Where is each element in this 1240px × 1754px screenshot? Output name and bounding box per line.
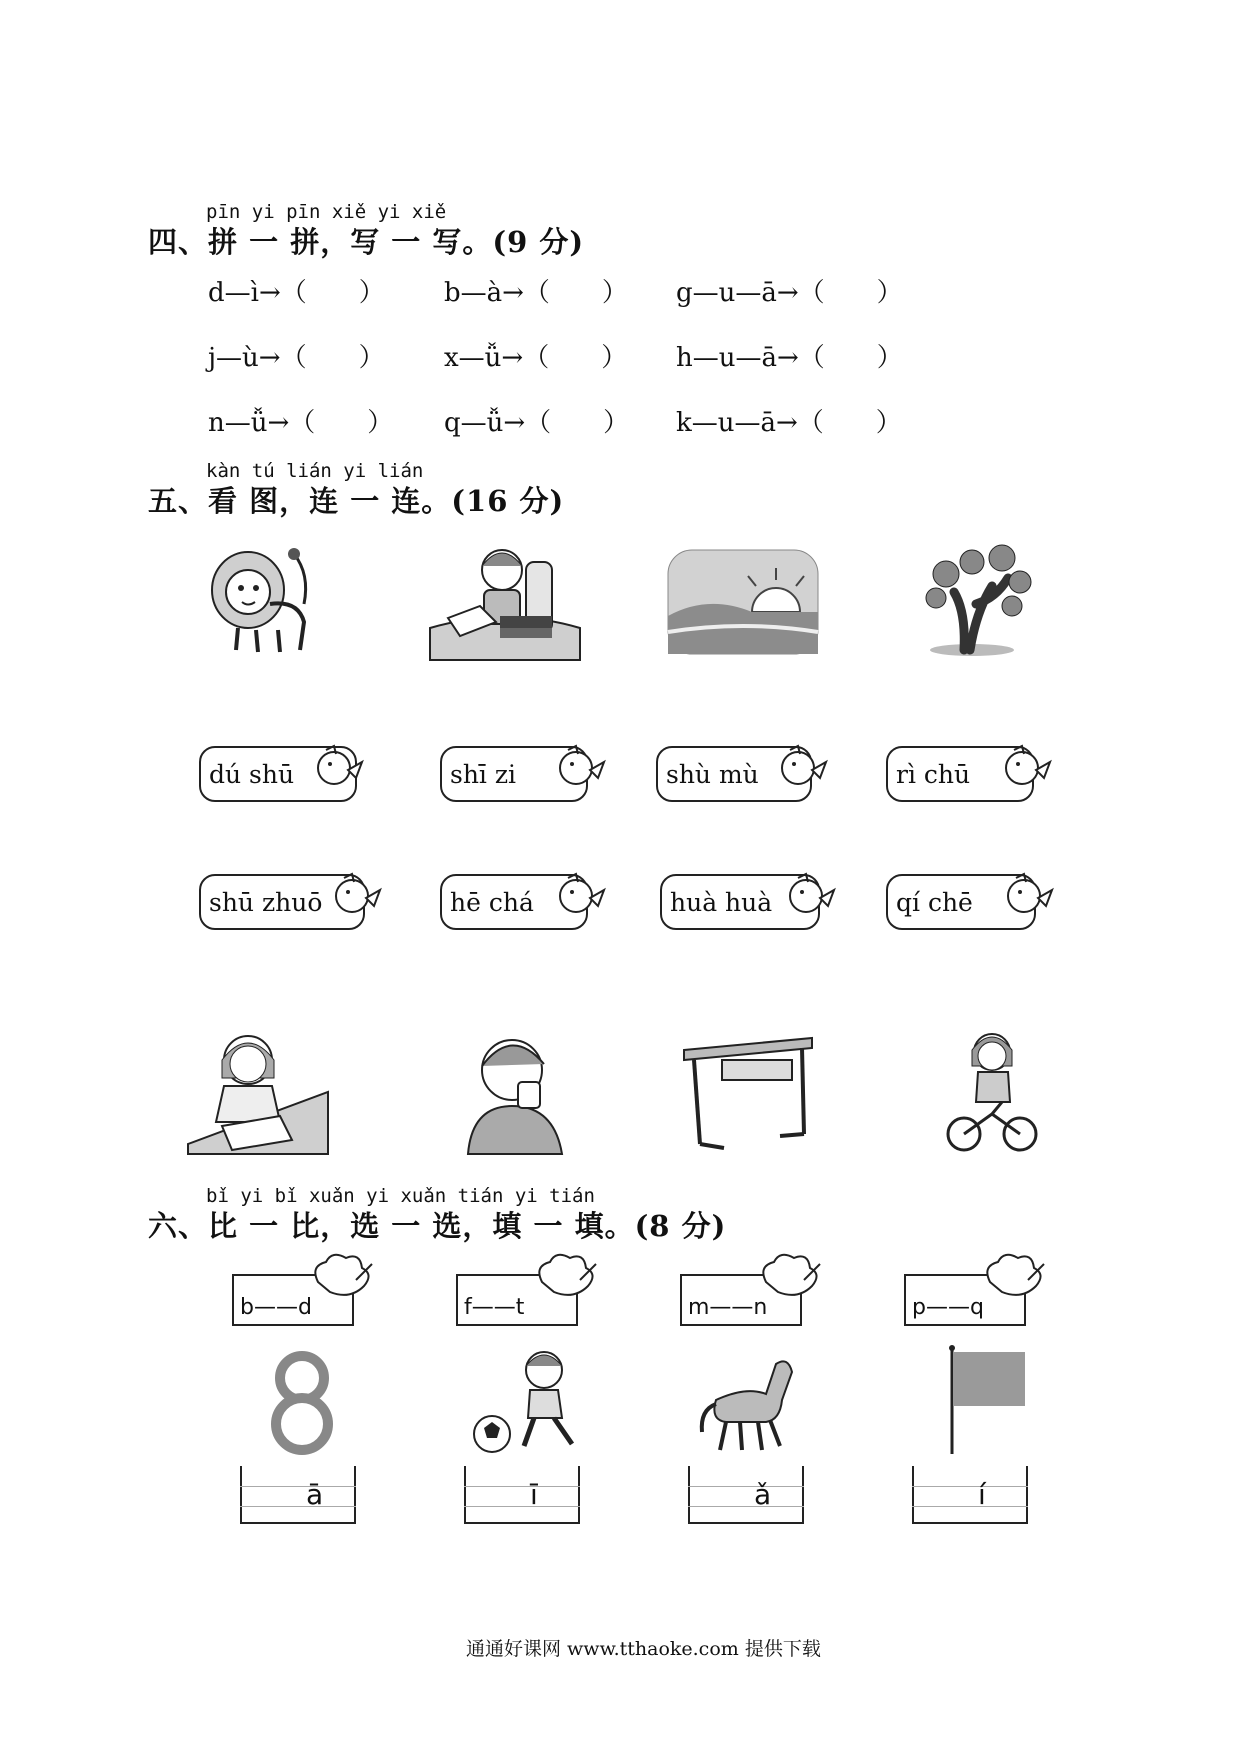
bubble-ri-chu[interactable]: rì chū [886, 746, 1034, 802]
tone-box-frame [240, 1466, 356, 1524]
guide-line [240, 1506, 356, 1507]
cloud-bird-icon [310, 1252, 374, 1304]
lion-image [208, 544, 320, 656]
pair-box-f-t: f——t [456, 1274, 578, 1326]
tone-letter: ī [530, 1478, 538, 1511]
bubble-du-shu[interactable]: dú shū [199, 746, 357, 802]
number-eight-image [270, 1350, 334, 1454]
guide-line [688, 1506, 804, 1507]
tone-box-frame [688, 1466, 804, 1524]
pair-box-b-d: b——d [232, 1274, 354, 1326]
boy-reading-image [430, 536, 580, 660]
s4-item-2-3: h—u—ā→（ ） [676, 343, 903, 373]
boy-drinking-image [462, 1026, 574, 1154]
bird-icon [316, 744, 364, 792]
horse-image [696, 1350, 796, 1454]
pair-box-m-n: m——n [680, 1274, 802, 1326]
bubble-shi-zi[interactable]: shī zi [440, 746, 588, 802]
guide-line [464, 1486, 580, 1487]
guide-line [912, 1506, 1028, 1507]
pair-box-p-q: p——q [904, 1274, 1026, 1326]
s4-item-1-3: g—u—ā→（ ） [676, 278, 903, 308]
s4-item-1-2: b—à→（ ） [444, 278, 628, 308]
tone-box-frame [464, 1466, 580, 1524]
bird-icon [788, 872, 836, 920]
flag-image [948, 1346, 1028, 1454]
section6-pinyin: bǐ yi bǐ xuǎn yi xuǎn tián yi tián [206, 1185, 595, 1207]
desk-image [680, 1030, 816, 1154]
cloud-bird-icon [758, 1252, 822, 1304]
guide-line [912, 1486, 1028, 1487]
section6-title: 六、比 一 比，选 一 选，填 一 填。(8 分) [148, 1209, 727, 1243]
bubble-shu-mu[interactable]: shù mù [656, 746, 812, 802]
bird-icon [1004, 744, 1052, 792]
section4-pinyin: pīn yi pīn xiě yi xiě [206, 201, 447, 223]
section5-pinyin: kàn tú lián yi lián [206, 460, 424, 482]
bird-icon [558, 872, 606, 920]
s4-item-2-2: x—ǚ→（ ） [444, 343, 628, 373]
girl-drawing-image [188, 1026, 328, 1154]
guide-line [688, 1486, 804, 1487]
section5-title: 五、看 图，连 一 连。(16 分) [148, 484, 565, 518]
s4-item-1-1: d—ì→（ ） [208, 278, 385, 308]
bird-icon [558, 744, 606, 792]
bird-icon [780, 744, 828, 792]
bird-icon [334, 872, 382, 920]
bubble-qi-che[interactable]: qí chē [886, 874, 1036, 930]
tone-letter: ā [306, 1478, 324, 1511]
tone-box-3[interactable] [688, 1466, 804, 1524]
cloud-bird-icon [534, 1252, 598, 1304]
girl-riding-bike-image [946, 1030, 1038, 1154]
bubble-he-cha[interactable]: hē chá [440, 874, 588, 930]
tone-box-frame [912, 1466, 1028, 1524]
s4-item-2-1: j—ù→（ ） [208, 343, 385, 373]
tone-letter: ǎ [754, 1478, 772, 1511]
cloud-bird-icon [982, 1252, 1046, 1304]
s4-item-3-1: n—ǚ→（ ） [208, 408, 394, 438]
bubble-hua-hua[interactable]: huà huà [660, 874, 820, 930]
tree-image [916, 542, 1034, 656]
footer-source: 通通好课网 www.tthaoke.com 提供下载 [466, 1638, 821, 1660]
tone-box-4[interactable] [912, 1466, 1028, 1524]
guide-line [464, 1506, 580, 1507]
section4-title: 四、拼 一 拼，写 一 写。(9 分) [148, 225, 585, 259]
s4-item-3-3: k—u—ā→（ ） [676, 408, 902, 438]
sunrise-image [668, 546, 818, 658]
tone-box-1[interactable] [240, 1466, 356, 1524]
bubble-shu-zhuo[interactable]: shū zhuō [199, 874, 365, 930]
bird-icon [1006, 872, 1054, 920]
boy-football-image [472, 1348, 592, 1454]
s4-item-3-2: q—ǚ→（ ） [444, 408, 630, 438]
tone-box-2[interactable] [464, 1466, 580, 1524]
guide-line [240, 1486, 356, 1487]
tone-letter: í [978, 1478, 986, 1511]
